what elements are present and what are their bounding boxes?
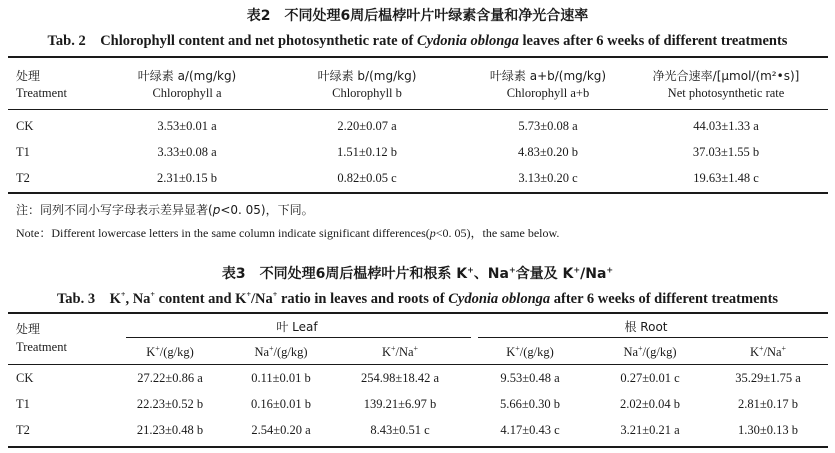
- table2-cell: 5.73±0.08 a: [518, 119, 578, 133]
- table3-cell: 9.53±0.48 a: [500, 371, 560, 385]
- table3-subheader-b: /(g/kg): [159, 345, 194, 360]
- table2-header-rule: [8, 109, 828, 110]
- table3-subheader-a: K: [506, 345, 516, 360]
- table2-note-cn-part1: 注：同列不同小写字母表示差异显著(: [16, 203, 213, 217]
- table3-caption-cn-part3: 含量及 K: [515, 266, 574, 282]
- table3-cell: 0.11±0.01 b: [251, 371, 311, 385]
- table3-caption-en-part1: Tab. 3 K: [56, 291, 121, 307]
- table3-subheader-b: /(g/kg): [519, 345, 554, 360]
- table3-cell: 8.43±0.51 c: [370, 423, 430, 437]
- table3-top-rule: [8, 312, 828, 314]
- table3-subheader: [146, 344, 194, 360]
- table3-root-group-rule: [478, 337, 828, 338]
- table3-cell: T2: [16, 423, 30, 437]
- table3-subheader: [382, 344, 418, 360]
- table2-cell: 3.13±0.20 c: [518, 171, 578, 185]
- table3-leaf-group-rule: [126, 337, 471, 338]
- table3-cell: 254.98±18.42 a: [360, 371, 440, 385]
- table2-bottom-rule: [8, 192, 828, 194]
- table3-caption-cn-part2: 、Na: [473, 266, 509, 282]
- table3-subheader: [750, 344, 786, 360]
- table3-subheader-b: /(g/kg): [273, 345, 308, 360]
- table3-subheader: [506, 344, 554, 360]
- table3-caption-en-part3: content and K: [154, 291, 247, 307]
- table3-subheader-sup: +: [781, 344, 787, 353]
- table3-cell: 5.66±0.30 b: [500, 397, 560, 411]
- table2-caption-cn: 表2 不同处理6周后榅桲叶片叶绿素含量和净光合速率: [246, 8, 589, 24]
- table2-caption-en-prefix: Tab. 2 Chlorophyll content and net photosynthetic rate of: [47, 33, 417, 49]
- table3-cell: 0.27±0.01 c: [620, 371, 680, 385]
- table2-header-chlb-en: Chlorophyll b: [332, 86, 402, 100]
- table2-top-rule: [8, 56, 828, 58]
- table2-header-chla-en: Chlorophyll a: [152, 86, 222, 100]
- table3-bottom-rule: [8, 446, 828, 448]
- table3-caption-en: [0, 287, 835, 308]
- table3-cell: 35.29±1.75 a: [735, 371, 801, 385]
- table3-cell: 139.21±6.97 b: [363, 397, 437, 411]
- table2-cell: 0.82±0.05 c: [337, 171, 397, 185]
- table2-note-en: [16, 224, 559, 241]
- table3-caption-cn: [0, 263, 835, 283]
- table3-caption-en-part6: after 6 weeks of different treatments: [550, 291, 779, 307]
- table3-cell: 22.23±0.52 b: [136, 397, 204, 411]
- table2-caption-en-suffix: leaves after 6 weeks of different treatments: [518, 33, 788, 49]
- table2-header-pn-cn: 净光合速率/[μmol/(m²•s)]: [652, 69, 800, 83]
- table3-caption-en-species: Cydonia oblonga: [448, 291, 551, 307]
- table2-header-treatment-cn: 处理: [16, 69, 41, 83]
- table3-subheader-sup: +: [269, 344, 274, 353]
- table2-cell: 1.51±0.12 b: [337, 145, 397, 159]
- table3-caption-en-sup: +: [272, 290, 278, 300]
- table3-cell: 2.54±0.20 a: [251, 423, 311, 437]
- table3-caption-cn-sup2: +: [508, 265, 516, 275]
- table3-cell: 21.23±0.48 b: [136, 423, 204, 437]
- table3-cell: 3.21±0.21 a: [620, 423, 680, 437]
- table3-subheader-a: K: [381, 345, 391, 360]
- table3-caption-en-part5: ratio in leaves and roots of: [277, 291, 449, 307]
- table3-header-rule: [8, 364, 828, 365]
- table2-note-en-part1: Note：Different lowercase letters in the same column indicate significant differences(: [16, 226, 430, 240]
- table3-caption-cn-sup4: +: [606, 265, 614, 275]
- table2-cell: 3.53±0.01 a: [157, 119, 217, 133]
- table2-header-chlab-en: Chlorophyll a+b: [506, 86, 590, 100]
- table3-header-treatment-cn: 处理: [16, 322, 41, 336]
- table2-note-cn-part2: <0. 05)，下同。: [220, 203, 314, 217]
- table3-caption-en-part2: , Na: [125, 291, 151, 307]
- table3-caption-cn-sup3: +: [573, 265, 581, 275]
- table3-subheader-sup: +: [155, 344, 160, 353]
- table2-note-en-p: p: [429, 226, 436, 240]
- table2-note-cn: [16, 201, 314, 218]
- table2-cell: 3.33±0.08 a: [157, 145, 217, 159]
- table3-subheader-a: K: [146, 345, 156, 360]
- table2-header-pn-en: Net photosynthetic rate: [667, 86, 785, 100]
- table2-cell: 44.03±1.33 a: [693, 119, 759, 133]
- table3-subheader-sup: +: [413, 344, 419, 353]
- table3-caption-en-sup: +: [120, 290, 126, 300]
- table3-header-treatment-en: Treatment: [16, 340, 67, 354]
- table2-note-cn-p: p: [212, 203, 221, 217]
- table2-cell: CK: [16, 119, 34, 133]
- table3-subheader-b: /Na: [395, 345, 414, 360]
- table3-caption-cn-part1: 表3 不同处理6周后榅桲叶片和根系 K: [221, 266, 468, 282]
- table3-caption-en-sup: +: [150, 290, 155, 300]
- table2-note-en-part2: <0. 05)，the same below.: [435, 226, 560, 240]
- table3-caption-cn-part4: /Na: [580, 266, 607, 282]
- table3-group-leaf: 叶 Leaf: [276, 320, 318, 334]
- table2-header-treatment-en: Treatment: [16, 86, 67, 100]
- table3-caption-en-part4: /Na: [251, 291, 273, 307]
- table2-cell: 19.63±1.48 c: [693, 171, 759, 185]
- table3-subheader-sup: +: [758, 344, 764, 353]
- table3-subheader-sup: +: [515, 344, 520, 353]
- table2-header-chla-cn: 叶绿素 a/(mg/kg): [137, 69, 237, 83]
- table3-cell: 4.17±0.43 c: [500, 423, 560, 437]
- table3-cell: 27.22±0.86 a: [137, 371, 203, 385]
- table2-caption-en-species: Cydonia oblonga: [416, 33, 519, 49]
- table3-subheader: [254, 344, 307, 360]
- table3-group-root: 根 Root: [624, 320, 668, 334]
- table2-caption-en: [0, 29, 835, 50]
- table3-subheader-b: /Na: [763, 345, 782, 360]
- table3-caption-cn-sup1: +: [467, 265, 474, 275]
- table3-cell: 0.16±0.01 b: [251, 397, 311, 411]
- table3-cell: T1: [16, 397, 30, 411]
- table3-subheader-a: K: [749, 345, 759, 360]
- table3-subheader: [623, 344, 676, 360]
- table2-cell: 4.83±0.20 b: [518, 145, 578, 159]
- table3-subheader-b: /(g/kg): [642, 345, 677, 360]
- table2-cell: T2: [16, 171, 30, 185]
- table3-caption-en-sup: +: [246, 290, 251, 300]
- table2-cell: T1: [16, 145, 30, 159]
- table3-subheader-sup: +: [638, 344, 643, 353]
- table2-cell: 37.03±1.55 b: [692, 145, 760, 159]
- table3-subheader-a: Na: [254, 345, 270, 360]
- table3-subheader-sup: +: [390, 344, 396, 353]
- table3-cell: 2.81±0.17 b: [738, 397, 798, 411]
- table2-cell: 2.20±0.07 a: [337, 119, 397, 133]
- table2-header-chlb-cn: 叶绿素 b/(mg/kg): [317, 69, 417, 83]
- table2-cell: 2.31±0.15 b: [157, 171, 217, 185]
- table3-cell: 1.30±0.13 b: [738, 423, 798, 437]
- table3-cell: CK: [16, 371, 34, 385]
- table2-header-chlab-cn: 叶绿素 a+b/(mg/kg): [489, 69, 607, 83]
- table3-cell: 2.02±0.04 b: [620, 397, 680, 411]
- table3-subheader-a: Na: [623, 345, 639, 360]
